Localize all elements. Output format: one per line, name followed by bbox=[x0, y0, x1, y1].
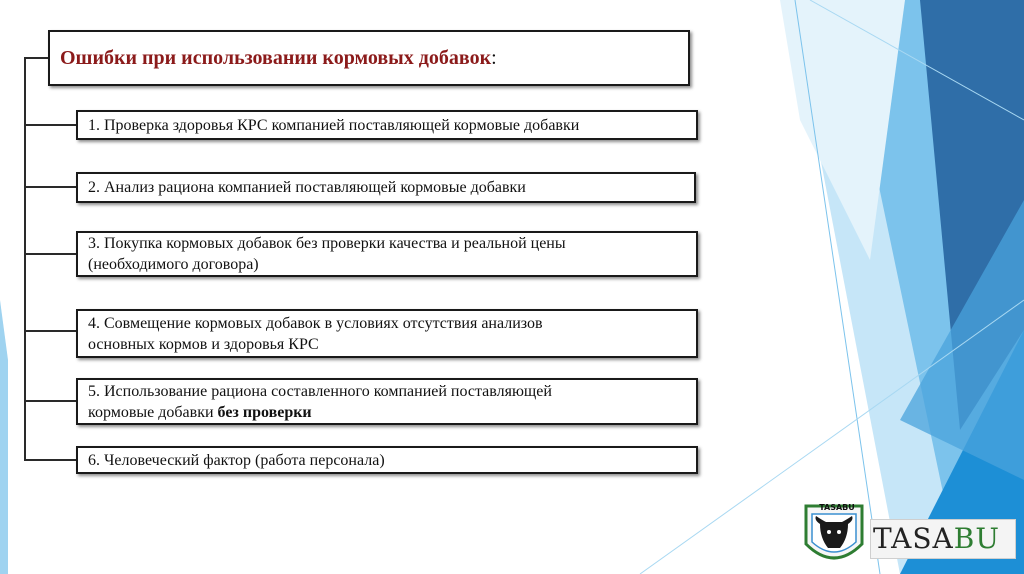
title-text: Ошибки при использовании кормовых добавок bbox=[60, 46, 492, 69]
item-5-line-2-bold: без проверки bbox=[217, 403, 312, 421]
cow-eye-left bbox=[827, 530, 831, 534]
item-2-line-1: 2. Анализ рациона компанией поставляющей кормовые добавки bbox=[88, 179, 526, 196]
diagram-title bbox=[48, 30, 690, 86]
logo-badge-label: TASABU bbox=[819, 503, 855, 512]
logo-wordmark bbox=[870, 519, 1016, 559]
connector-item-4 bbox=[24, 330, 76, 332]
item-1-line-1: 1. Проверка здоровья КРС компанией поставляющей кормовые добавки bbox=[88, 116, 580, 134]
cow-eye-right bbox=[837, 530, 841, 534]
item-box-4 bbox=[76, 309, 698, 358]
item-box-5 bbox=[76, 378, 698, 425]
item-5-line-1: 5. Использование рациона составленного компанией поставляющей bbox=[88, 382, 552, 400]
item-box-3 bbox=[76, 231, 698, 277]
item-box-6 bbox=[76, 446, 698, 474]
logo-wordmark-part2: BU bbox=[953, 522, 1000, 555]
connector-item-3 bbox=[24, 253, 76, 255]
connector-item-1 bbox=[24, 124, 76, 126]
connector-item-5 bbox=[24, 400, 76, 402]
item-3-line-1: 3. Покупка кормовых добавок без проверки качества и реальной цены bbox=[88, 235, 566, 252]
connector-title bbox=[24, 57, 48, 59]
item-6-line-1: 6. Человеческий фактор (работа персонала) bbox=[88, 451, 385, 469]
connector-item-6 bbox=[24, 459, 76, 461]
item-box-1 bbox=[76, 110, 698, 140]
item-box-2 bbox=[76, 172, 696, 203]
connector-item-2 bbox=[24, 186, 76, 188]
item-5-line-2-plain: кормовые добавки bbox=[88, 403, 218, 421]
item-5-line-2 bbox=[88, 402, 552, 423]
item-4-line-2: основных кормов и здоровья КРС bbox=[88, 335, 319, 353]
title-colon: : bbox=[491, 46, 497, 69]
logo-wordmark-part1: TASA bbox=[873, 522, 954, 555]
item-3-line-2: (необходимого договора) bbox=[88, 256, 259, 273]
item-4-line-1: 4. Совмещение кормовых добавок в условиях отсутствия анализов bbox=[88, 314, 543, 332]
bg-left-stripe bbox=[0, 300, 8, 574]
